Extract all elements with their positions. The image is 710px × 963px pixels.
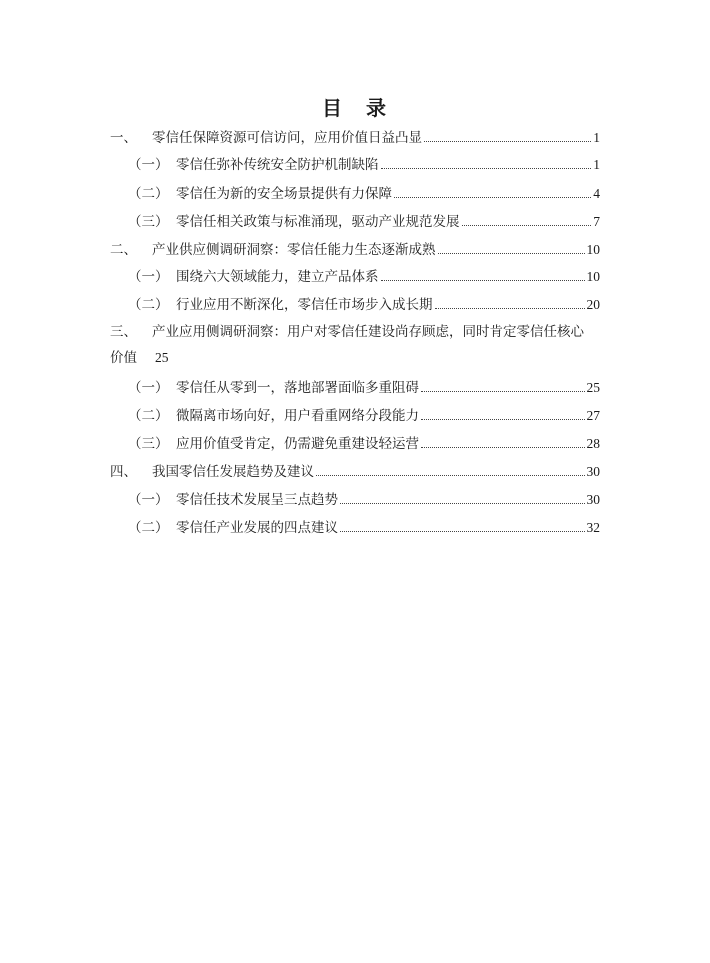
- toc-entry-page: 27: [586, 408, 600, 423]
- toc-entry-number: （二）: [128, 297, 169, 313]
- toc-leader-dots: [381, 279, 585, 281]
- toc-leader-dots: [421, 446, 585, 448]
- toc-entry-1-3[interactable]: [128, 214, 600, 230]
- toc-entry-number: 二、: [110, 242, 137, 258]
- toc-entry-number: （一）: [128, 492, 169, 508]
- toc-entry-text: 行业应用不断深化，零信任市场步入成长期: [176, 297, 433, 313]
- toc-entry-text-continued: 价值: [110, 350, 137, 366]
- toc-leader-dots: [340, 502, 585, 504]
- toc-leader-dots: [435, 307, 585, 309]
- toc-entry-4[interactable]: [110, 464, 600, 480]
- toc-entry-text: 零信任技术发展呈三点趋势: [176, 492, 338, 508]
- toc-leader-dots: [316, 474, 585, 476]
- toc-entry-text: 零信任为新的安全场景提供有力保障: [176, 186, 392, 202]
- toc-entry-page: 7: [593, 214, 600, 229]
- toc-entry-page: 10: [586, 242, 600, 257]
- toc-entry-3-3[interactable]: [128, 436, 600, 452]
- toc-entry-text: 围绕六大领域能力，建立产品体系: [176, 269, 379, 285]
- toc-entry-text: 零信任弥补传统安全防护机制缺陷: [176, 157, 379, 173]
- toc-entry-text: 微隔离市场向好，用户看重网络分段能力: [176, 408, 419, 424]
- toc-entry-page: 1: [593, 130, 600, 145]
- toc-entry-number: （一）: [128, 380, 169, 396]
- toc-entry-page: 1: [593, 157, 600, 172]
- page-title: [0, 92, 710, 121]
- toc-entry-text: 零信任保障资源可信访问，应用价值日益凸显: [152, 130, 422, 146]
- toc-leader-dots: [438, 252, 585, 254]
- toc-entry-1-2[interactable]: [128, 186, 600, 202]
- toc-entry-1[interactable]: [110, 130, 600, 146]
- toc-entry-page: 30: [586, 492, 600, 507]
- toc-entry-page: 20: [586, 297, 600, 312]
- toc-entry-text: 我国零信任发展趋势及建议: [152, 464, 314, 480]
- toc-entry-text: 零信任从零到一，落地部署面临多重阻碍: [176, 380, 419, 396]
- toc-entry-2-2[interactable]: [128, 297, 600, 313]
- toc-entry-page: 30: [586, 464, 600, 479]
- toc-entry-4-2[interactable]: [128, 520, 600, 536]
- toc-entry-number: （二）: [128, 186, 169, 202]
- title-char-2: 录: [366, 96, 388, 120]
- title-char-1: 目: [322, 96, 344, 120]
- toc-entry-number: （二）: [128, 520, 169, 536]
- toc-entry-page: 25: [155, 350, 169, 365]
- toc-entry-number: （一）: [128, 157, 169, 173]
- toc-entry-2-1[interactable]: [128, 269, 600, 285]
- toc-entry-page: 25: [586, 380, 600, 395]
- toc-entry-text: 产业应用侧调研洞察：用户对零信任建设尚存顾虑，同时肯定零信任核心: [152, 324, 584, 340]
- toc-entry-text: 零信任相关政策与标准涌现，驱动产业规范发展: [176, 214, 460, 230]
- toc-entry-text: 零信任产业发展的四点建议: [176, 520, 338, 536]
- toc-entry-number: 四、: [110, 464, 137, 480]
- toc-leader-dots: [421, 418, 585, 420]
- toc-entry-1-1[interactable]: [128, 157, 600, 173]
- toc-entry-page: 4: [593, 186, 600, 201]
- toc-leader-dots: [394, 196, 591, 198]
- toc-entry-3-1[interactable]: [128, 380, 600, 396]
- toc-entry-4-1[interactable]: [128, 492, 600, 508]
- toc-entry-number: 一、: [110, 130, 137, 146]
- toc-entry-page: 32: [586, 520, 600, 535]
- toc-entry-3-2[interactable]: [128, 408, 600, 424]
- toc-entry-text: 产业供应侧调研洞察：零信任能力生态逐渐成熟: [152, 242, 436, 258]
- toc-entry-page: 28: [586, 436, 600, 451]
- toc-entry-number: 三、: [110, 324, 137, 340]
- toc-leader-dots: [340, 530, 585, 532]
- toc-leader-dots: [421, 390, 585, 392]
- toc-entry-2[interactable]: [110, 242, 600, 258]
- toc-entry-number: （二）: [128, 408, 169, 424]
- toc-entry-text: 应用价值受肯定，仍需避免重建设轻运营: [176, 436, 419, 452]
- toc-entry-number: （三）: [128, 436, 169, 452]
- toc-leader-dots: [462, 224, 592, 226]
- toc-leader-dots: [424, 140, 591, 142]
- toc-entry-number: （三）: [128, 214, 169, 230]
- toc-entry-3[interactable]: [110, 324, 584, 340]
- toc-entry-page: 10: [586, 269, 600, 284]
- toc-leader-dots: [381, 167, 592, 169]
- toc-entry-3-continued[interactable]: [110, 350, 169, 366]
- toc-entry-number: （一）: [128, 269, 169, 285]
